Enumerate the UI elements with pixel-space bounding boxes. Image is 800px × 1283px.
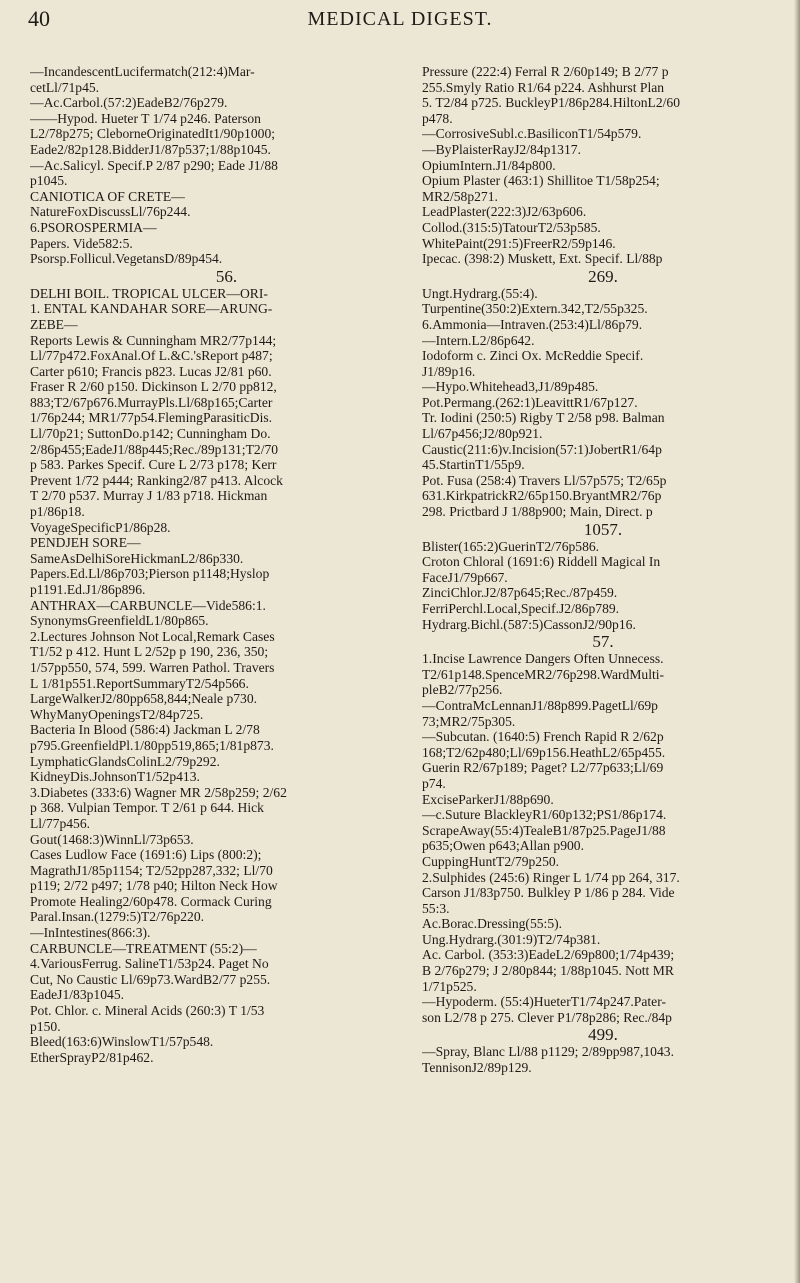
index-line: TennisonJ2/89p129.: [422, 1060, 532, 1076]
index-line: MR2/58p271.: [422, 188, 498, 204]
index-line: 73;MR2/75p305.: [422, 713, 516, 729]
index-line: 2.Lectures Johnson Not Local,Remark Cases: [30, 628, 275, 644]
index-line: Eade2/82p128.BidderJ1/87p537;1/88p1045.: [30, 141, 271, 157]
index-line: Bleed(163:6)WinslowT1/57p548.: [30, 1034, 214, 1050]
index-line: ZinciChlor.J2/87p645;Rec./87p459.: [422, 585, 618, 601]
index-line: J1/89p16.: [422, 363, 476, 379]
index-line: 1/76p244; MR1/77p54.FlemingParasiticDis.: [30, 410, 273, 426]
index-line: —IncandescentLucifermatch(212:4)Mar-: [30, 64, 255, 79]
index-line: Psorsp.Follicul.VegetansD/89p454.: [30, 251, 223, 267]
index-line: LeadPlaster(222:3)J2/63p606.: [422, 204, 587, 220]
index-line: 168;T2/62p480;Ll/69p156.HeathL2/65p455.: [422, 744, 666, 760]
page-number: 40: [28, 6, 50, 31]
index-line: 2.Sulphides (245:6) Ringer L 1/74 pp 264, 317.: [422, 869, 680, 885]
index-line: NatureFoxDiscussLl/76p244.: [30, 204, 191, 220]
index-line: Pot. Chlor. c. Mineral Acids (260:3) T 1/53: [30, 1003, 265, 1019]
index-line: Hydrarg.Bichl.(587:5)CassonJ2/90p16.: [422, 616, 636, 632]
index-line: ——Hypod. Hueter T 1/74 p246. Paterson: [30, 110, 261, 126]
index-line: p119; 2/72 p497; 1/78 p40; Hilton Neck How: [30, 878, 278, 894]
index-line: Papers. Vide582:5.: [30, 235, 133, 251]
index-line: Ll/77p456.: [30, 815, 91, 831]
index-line: Iodoform c. Zinci Ox. McReddie Specif.: [422, 348, 644, 364]
index-line: —Hypoderm. (55:4)HueterT1/74p247.Pater-: [422, 994, 666, 1010]
index-line: —ContraMcLennanJ1/88p899.PagetLl/69p: [422, 697, 658, 713]
index-line: p1045.: [30, 173, 68, 189]
index-line: LargeWalkerJ2/80pp658,844;Neale p730.: [30, 691, 258, 707]
index-line: —Ac.Carbol.(57:2)EadeB2/76p279.: [30, 95, 228, 111]
index-line: 6.Ammonia—Intraven.(253:4)Ll/86p79.: [422, 316, 643, 332]
index-line: Promote Healing2/60p478. Cormack Curing: [30, 893, 272, 909]
index-line: p1191.Ed.J1/86p896.: [30, 582, 146, 597]
index-line: 2/86p455;EadeJ1/88p445;Rec./89p131;T2/70: [30, 441, 279, 457]
index-line: Cut, No Caustic Ll/69p73.WardB2/77 p255.: [30, 971, 271, 987]
index-line: Ll/67p456;J2/80p921.: [422, 426, 543, 442]
index-line: p74.: [422, 775, 446, 791]
index-line: Paral.Insan.(1279:5)T2/76p220.: [30, 909, 205, 925]
index-line: pleB2/77p256.: [422, 682, 503, 698]
right-column: [422, 64, 784, 1076]
index-line: CuppingHuntT2/79p250.: [422, 853, 560, 869]
index-line: FerriPerchl.Local,Specif.J2/86p789.: [422, 601, 620, 616]
index-line: Reports Lewis & Cunningham MR2/77p144;: [30, 332, 277, 348]
index-line: SynonymsGreenfieldL1/80p865.: [30, 613, 209, 629]
index-line: Opium Plaster (463:1) Shillitoe T1/58p254;: [422, 173, 660, 189]
index-line: OpiumIntern.J1/84p800.: [422, 157, 556, 173]
index-line: Ac. Carbol. (353:3)EadeL2/69p800;1/74p439;: [422, 947, 675, 963]
index-line: —Ac.Salicyl. Specif.P 2/87 p290; Eade J1/88: [30, 157, 278, 173]
index-line: 298. Prictbard J 1/88p900; Main, Direct. p: [422, 504, 653, 520]
index-line: —ByPlaisterRayJ2/84p1317.: [422, 141, 581, 157]
index-line: p150.: [30, 1018, 61, 1034]
index-line: —Spray, Blanc Ll/88 p1129; 2/89pp987,1043.: [422, 1044, 674, 1060]
index-line: —Intern.L2/86p642.: [422, 332, 535, 348]
index-line: Ll/77p472.FoxAnal.Of L.&C.'sReport p487;: [30, 348, 273, 364]
index-line: EadeJ1/83p1045.: [30, 987, 125, 1003]
index-line: 499.: [588, 1025, 618, 1045]
index-line: EtherSprayP2/81p462.: [30, 1049, 154, 1065]
index-line: L2/78p275; CleborneOriginatedIt1/90p1000;: [30, 126, 276, 142]
index-line: —c.Suture BlackleyR1/60p132;PS1/86p174.: [422, 807, 667, 823]
index-line: Blister(165:2)GuerinT2/76p586.: [422, 538, 600, 554]
index-line: 631.KirkpatrickR2/65p150.BryantMR2/76p: [422, 488, 662, 504]
index-line: Carson J1/83p750. Bulkley P 1/86 p 284. Vide: [422, 885, 675, 901]
index-line: 883;T2/67p676.MurrayPls.Ll/68p165;Carter: [30, 394, 273, 410]
index-line: LymphaticGlandsColinL2/79p292.: [30, 753, 220, 769]
index-line: 4.VariousFerrug. SalineT1/53p24. Paget No: [30, 956, 269, 972]
index-line: 1057.: [583, 519, 623, 539]
index-line: PENDJEH SORE—: [30, 535, 141, 551]
index-line: p795.GreenfieldPl.1/80pp519,865;1/81p873.: [30, 737, 274, 753]
left-column: [30, 64, 423, 1065]
index-line: 1. ENTAL KANDAHAR SORE—ARUNG-: [30, 301, 273, 317]
index-line: T1/52 p 412. Hunt L 2/52p p 190, 236, 350;: [30, 644, 269, 660]
index-line: p 368. Vulpian Tempor. T 2/61 p 644. Hick: [30, 800, 264, 816]
index-line: —InIntestines(866:3).: [30, 925, 151, 941]
index-line: Pot. Fusa (258:4) Travers Ll/57p575; T2/65p: [422, 472, 667, 488]
index-line: Tr. Iodini (250:5) Rigby T 2/58 p98. Balman: [422, 410, 665, 426]
index-line: ExciseParkerJ1/88p690.: [422, 791, 554, 807]
index-line: Collod.(315:5)TatourT2/53p585.: [422, 219, 601, 235]
index-line: Pot.Permang.(262:1)LeavittR1/67p127.: [422, 394, 638, 410]
index-line: p 583. Parkes Specif. Cure L 2/73 p178; Kerr: [30, 457, 277, 473]
index-line: DELHI BOIL. TROPICAL ULCER—ORI-: [30, 285, 268, 301]
index-line: p635;Owen p643;Allan p900.: [422, 838, 584, 854]
index-line: Ac.Borac.Dressing(55:5).: [422, 916, 563, 932]
index-line: CARBUNCLE—TREATMENT (55:2)—: [30, 940, 257, 956]
index-line: 45.StartinT1/55p9.: [422, 457, 525, 473]
index-line: 1/71p525.: [422, 978, 477, 994]
index-line: 56.: [215, 266, 238, 286]
index-line: Ungt.Hydrarg.(55:4).: [422, 285, 538, 301]
index-line: 6.PSOROSPERMIA—: [30, 219, 157, 235]
index-line: L 1/81p551.ReportSummaryT2/54p566.: [30, 675, 249, 691]
index-line: 255.Smyly Ratio R1/64 p224. Ashhurst Plan: [422, 79, 665, 95]
index-line: 55:3.: [422, 900, 450, 916]
index-line: 269.: [588, 266, 618, 286]
index-line: Guerin R2/67p189; Paget? L2/77p633;Ll/69: [422, 760, 664, 776]
index-line: Cases Ludlow Face (1691:6) Lips (800:2);: [30, 847, 262, 863]
index-line: Ipecac. (398:2) Muskett, Ext. Specif. Ll/88p: [422, 251, 663, 267]
index-line: B 2/76p279; J 2/80p844; 1/88p1045. Nott MR: [422, 963, 674, 979]
running-head: MEDICAL DIGEST.: [307, 8, 493, 30]
index-line: ScrapeAway(55:4)TealeB1/87p25.PageJ1/88: [422, 822, 666, 838]
index-line: Ung.Hydrarg.(301:9)T2/74p381.: [422, 931, 601, 947]
index-line: cetLl/71p45.: [30, 79, 100, 95]
index-line: p1/86p18.: [30, 504, 85, 520]
index-line: Gout(1468:3)WinnLl/73p653.: [30, 831, 194, 847]
index-line: Croton Chloral (1691:6) Riddell Magical In: [422, 554, 661, 570]
index-line: CANIOTICA OF CRETE—: [30, 188, 185, 204]
index-line: SameAsDelhiSoreHickmanL2/86p330.: [30, 550, 244, 566]
index-line: ZEBE—: [30, 316, 78, 332]
index-line: Papers.Ed.Ll/86p703;Pierson p1148;Hyslop: [30, 566, 270, 582]
index-line: p478.: [422, 110, 453, 126]
index-line: —CorrosiveSubl.c.BasiliconT1/54p579.: [422, 126, 642, 142]
index-line: Pressure (222:4) Ferral R 2/60p149; B 2/77 p: [422, 64, 669, 79]
index-line: 57.: [592, 632, 614, 652]
index-line: ANTHRAX—CARBUNCLE—Vide586:1.: [30, 597, 266, 613]
index-line: —Hypo.Whitehead3,J1/89p485.: [422, 379, 599, 395]
index-line: T2/61p148.SpenceMR2/76p298.WardMulti-: [422, 666, 665, 682]
index-line: 5. T2/84 p725. BuckleyP1/86p284.HiltonL2/60: [422, 95, 681, 111]
index-line: 1.Incise Lawrence Dangers Often Unnecess.: [422, 651, 664, 667]
index-line: —Subcutan. (1640:5) French Rapid R 2/62p: [422, 729, 664, 745]
index-line: Caustic(211:6)v.Incision(57:1)JobertR1/64p: [422, 441, 662, 457]
index-line: 1/57pp550, 574, 599. Warren Pathol. Travers: [30, 659, 275, 675]
index-line: WhyManyOpeningsT2/84p725.: [30, 706, 204, 722]
index-line: Carter p610; Francis p823. Lucas J2/81 p60.: [30, 363, 272, 379]
index-line: son L2/78 p 275. Clever P1/78p286; Rec./84p: [422, 1009, 672, 1025]
index-line: Turpentine(350:2)Extern.342,T2/55p325.: [422, 301, 648, 317]
index-line: FaceJ1/79p667.: [422, 569, 508, 585]
index-line: WhitePaint(291:5)FreerR2/59p146.: [422, 235, 616, 251]
index-line: T 2/70 p537. Murray J 1/83 p718. Hickman: [30, 488, 268, 504]
index-line: Fraser R 2/60 p150. Dickinson L 2/70 pp812,: [30, 379, 277, 395]
index-line: Ll/70p21; SuttonDo.p142; Cunningham Do.: [30, 426, 271, 442]
page-edge: [794, 0, 800, 1283]
index-line: KidneyDis.JohnsonT1/52p413.: [30, 769, 200, 785]
index-line: Bacteria In Blood (586:4) Jackman L 2/78: [30, 722, 260, 738]
index-line: Prevent 1/72 p444; Ranking2/87 p413. Alcock: [30, 472, 283, 488]
index-line: MagrathJ1/85p1154; T2/52pp287,332; Ll/70: [30, 862, 273, 878]
index-line: 3.Diabetes (333:6) Wagner MR 2/58p259; 2/62: [30, 784, 287, 800]
index-line: VoyageSpecificP1/86p28.: [30, 519, 171, 535]
